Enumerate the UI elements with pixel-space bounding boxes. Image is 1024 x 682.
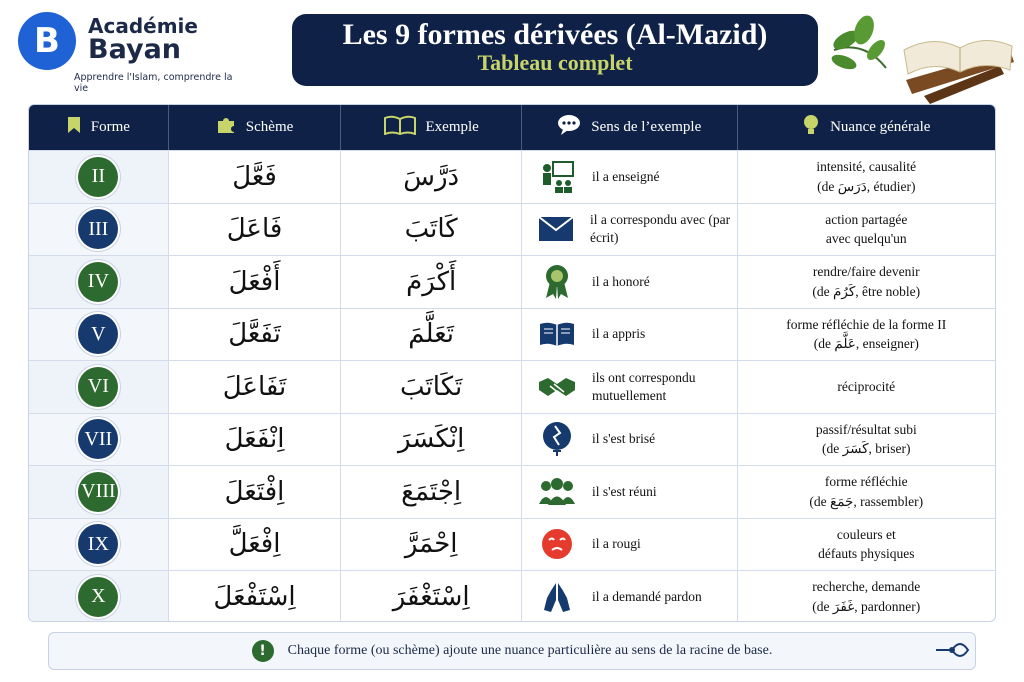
column-header-scheme [169, 105, 342, 150]
book-icon [538, 315, 576, 353]
nuance-line2: (de كَسَرَ, briser) [822, 441, 911, 457]
example-text: تَعَلَّمَ [408, 319, 454, 350]
nuance-line1: rendre/faire devenir [812, 264, 920, 280]
form-number-badge: IX [78, 524, 118, 564]
page-title: Les 9 formes dérivées (Al-Mazid) [342, 18, 768, 51]
cell-forme [29, 519, 169, 571]
meaning-text: il s'est réuni [591, 483, 657, 499]
nuance-line1: forme réfléchie [824, 474, 908, 490]
blushing-face-icon [538, 525, 576, 563]
cell-exemple [341, 309, 522, 361]
example-text: اِنْكَسَرَ [397, 424, 465, 455]
example-text: دَرَّسَ [403, 161, 460, 192]
nuance-line2: défauts physiques [818, 546, 915, 562]
cell-nuance [738, 361, 995, 413]
cell-exemple [341, 571, 522, 622]
broken-glass-icon [538, 420, 576, 458]
cell-sens [522, 204, 738, 256]
cell-sens [522, 466, 738, 518]
quran-stand-illustration [824, 10, 1020, 110]
example-text: كَاتَبَ [404, 214, 458, 245]
cell-scheme [169, 414, 342, 466]
brand-tagline: Apprendre l'Islam, comprendre la vie [74, 72, 233, 94]
cell-exemple [341, 204, 522, 256]
brand-name-line2: Bayan [88, 34, 182, 65]
meaning-text: il a rougi [591, 536, 641, 552]
table-row [29, 150, 995, 203]
cell-sens [522, 361, 738, 413]
page-subtitle: Tableau complet [477, 50, 633, 75]
example-text: تَكَاتَبَ [400, 371, 463, 402]
column-header-exemple [341, 105, 522, 150]
cell-forme [29, 361, 169, 413]
table-row [29, 570, 995, 622]
column-header-sens [522, 105, 738, 150]
derived-forms-table [28, 104, 996, 622]
nuance-line2: avec quelqu'un [825, 231, 907, 247]
cell-forme [29, 256, 169, 308]
table-header [29, 105, 995, 150]
scheme-text: أَفْعَلَ [228, 266, 281, 297]
envelope-icon [538, 210, 574, 248]
scheme-text: تَفَاعَلَ [222, 371, 287, 402]
brand-name-line1: Académie [88, 14, 198, 38]
title-banner [292, 14, 818, 86]
cell-sens [522, 151, 738, 203]
cell-scheme [169, 151, 342, 203]
form-number-badge: VIII [78, 472, 118, 512]
table-row [29, 518, 995, 571]
cell-nuance [738, 466, 995, 518]
table-row [29, 465, 995, 518]
cell-forme [29, 204, 169, 256]
cell-forme [29, 571, 169, 622]
cell-exemple [341, 466, 522, 518]
cell-exemple [341, 151, 522, 203]
form-number-badge: X [78, 577, 118, 617]
nuance-line1: intensité, causalité [816, 159, 917, 175]
example-text: اِحْمَرَّ [404, 529, 458, 560]
lightbulb-icon [802, 113, 820, 142]
example-text: اِسْتَغْفَرَ [392, 581, 470, 612]
speech-bubble-icon [557, 114, 581, 141]
cell-nuance [738, 519, 995, 571]
nuance-line2: (de جَمَعَ, rassembler) [809, 493, 924, 509]
form-number-badge: V [78, 314, 118, 354]
cell-nuance [738, 571, 995, 622]
ornament-right-icon [932, 634, 972, 666]
cell-exemple [341, 519, 522, 571]
cell-sens [522, 256, 738, 308]
brand-logo [16, 10, 246, 94]
meaning-text: il a enseigné [591, 168, 660, 184]
footer-note [48, 632, 976, 670]
cell-sens [522, 519, 738, 571]
scheme-text: اِفْعَلَّ [228, 529, 281, 560]
form-number-badge: IV [78, 262, 118, 302]
column-header-label: Sens de l’exemple [591, 119, 702, 135]
group-icon [538, 473, 576, 511]
exclamation-icon: ! [252, 640, 274, 662]
cell-exemple [341, 256, 522, 308]
praying-hands-icon [538, 578, 576, 616]
form-number-badge: III [78, 209, 118, 249]
teacher-icon [538, 158, 576, 196]
scheme-text: فَاعَلَ [226, 214, 283, 245]
table-row [29, 360, 995, 413]
cell-scheme [169, 204, 342, 256]
nuance-line1: couleurs et [836, 526, 896, 542]
scheme-text: تَفَعَّلَ [228, 319, 281, 350]
example-text: أَكْرَمَ [406, 266, 457, 297]
meaning-text: il a appris [591, 326, 646, 342]
column-header-forme [29, 105, 169, 150]
form-number-badge: VII [78, 419, 118, 459]
award-ribbon-icon [538, 263, 576, 301]
meaning-text: il a demandé pardon [591, 588, 702, 604]
puzzle-icon [216, 115, 236, 140]
nuance-line2: (de دَرَسَ, étudier) [817, 178, 916, 194]
cell-scheme [169, 519, 342, 571]
footer-text: Chaque forme (ou schème) ajoute une nuance particulière au sens de la racine de base. [287, 643, 773, 658]
table-row [29, 203, 995, 256]
meaning-text: ils ont correspondu mutuellement [591, 369, 696, 403]
example-text: اِجْتَمَعَ [401, 476, 462, 507]
brand-badge: B [18, 12, 76, 70]
meaning-text: il s'est brisé [591, 431, 656, 447]
cell-forme [29, 309, 169, 361]
cell-exemple [341, 361, 522, 413]
cell-sens [522, 414, 738, 466]
column-header-label: Schème [245, 119, 294, 135]
scheme-text: اِفْتَعَلَ [224, 476, 285, 507]
column-header-label: Exemple [425, 119, 479, 135]
cell-nuance [738, 204, 995, 256]
column-header-nuance [738, 105, 995, 150]
bookmark-icon [67, 116, 81, 139]
column-header-label: Forme [90, 119, 130, 135]
cell-exemple [341, 414, 522, 466]
cell-nuance [738, 414, 995, 466]
cell-nuance [738, 309, 995, 361]
nuance-line1: forme réfléchie de la forme II [786, 316, 947, 332]
cell-scheme [169, 466, 342, 518]
cell-scheme [169, 256, 342, 308]
nuance-line1: action partagée [825, 211, 908, 227]
table-row [29, 308, 995, 361]
cell-scheme [169, 309, 342, 361]
cell-forme [29, 466, 169, 518]
open-book-icon [384, 115, 416, 140]
nuance-line2: (de عَلَّمَ, enseigner) [813, 336, 919, 352]
cell-nuance [738, 256, 995, 308]
meaning-text: il a honoré [591, 273, 650, 289]
form-number-badge: II [78, 157, 118, 197]
cell-scheme [169, 361, 342, 413]
nuance-line2: (de غَفَرَ, pardonner) [812, 598, 921, 614]
handshake-icon [538, 368, 576, 406]
nuance-line1: passif/résultat subi [815, 421, 917, 437]
column-header-label: Nuance générale [830, 119, 931, 135]
scheme-text: اِسْتَفْعَلَ [213, 581, 296, 612]
nuance-line1: réciprocité [837, 378, 896, 394]
table-body [29, 150, 995, 622]
cell-sens [522, 571, 738, 622]
scheme-text: اِنْفَعَلَ [224, 424, 285, 455]
meaning-text: il a correspondu avec (par écrit) [589, 212, 731, 246]
scheme-text: فَعَّلَ [232, 161, 277, 192]
cell-scheme [169, 571, 342, 622]
nuance-line2: (de كَرُمَ, être noble) [812, 283, 921, 299]
cell-sens [522, 309, 738, 361]
cell-forme [29, 414, 169, 466]
nuance-line1: recherche, demande [812, 579, 921, 595]
table-row [29, 413, 995, 466]
table-row [29, 255, 995, 308]
cell-forme [29, 151, 169, 203]
form-number-badge: VI [78, 367, 118, 407]
cell-nuance [738, 151, 995, 203]
